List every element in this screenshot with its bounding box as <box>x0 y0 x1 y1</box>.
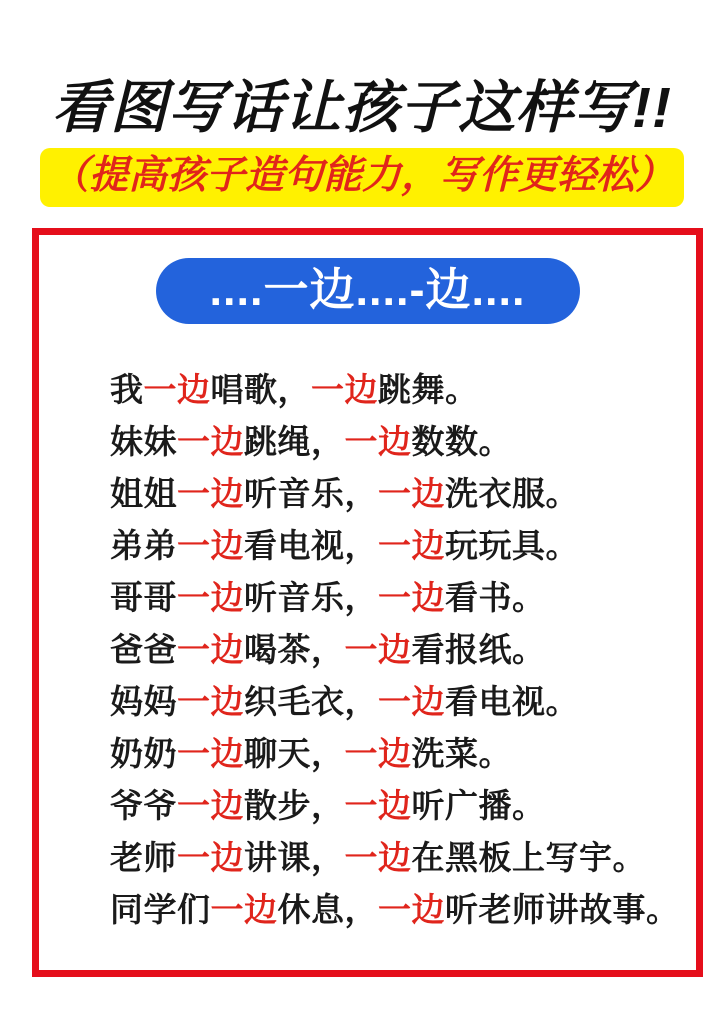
sentence-text: 看电视。 <box>445 683 579 721</box>
sentence-text: 听音乐， <box>244 579 378 617</box>
sentence-text: 听音乐， <box>244 475 378 513</box>
sentence-text: 奶奶 <box>110 735 177 773</box>
sentence-text: 讲课， <box>244 839 345 877</box>
page-title: 看图写话让孩子这样写!! <box>52 76 672 140</box>
pattern-word: 一边 <box>177 527 244 565</box>
sentence-text: 喝茶， <box>244 631 345 669</box>
content-box <box>32 228 703 977</box>
sentence-text: 同学们 <box>110 891 211 929</box>
sentence-text: 姐姐 <box>110 475 177 513</box>
pattern-word: 一边 <box>177 631 244 669</box>
sentence-row <box>110 364 686 416</box>
pattern-word: 一边 <box>177 735 244 773</box>
sentence-list <box>110 364 686 936</box>
pattern-word: 一边 <box>344 735 412 773</box>
sentence-text: 洗菜。 <box>411 735 512 773</box>
subtitle-highlight: （提高孩子造句能力，写作更轻松） <box>40 148 684 207</box>
sentence-text: 弟弟 <box>110 527 177 565</box>
sentence-text: 数数。 <box>411 423 512 461</box>
sentence-text: 跳绳， <box>244 423 345 461</box>
sentence-text: 散步， <box>244 787 345 825</box>
sentence-text: 看电视， <box>244 527 378 565</box>
pattern-word: 一边 <box>378 579 445 617</box>
pattern-word: 一边 <box>378 891 445 929</box>
sentence-text: 休息， <box>277 891 378 929</box>
sentence-text: 听老师讲故事。 <box>445 891 680 929</box>
sentence-text: 看报纸。 <box>411 631 546 669</box>
sentence-text: 聊天， <box>244 735 345 773</box>
sentence-text: 跳舞。 <box>378 371 479 409</box>
sentence-text: 在黑板上写宇。 <box>411 839 646 877</box>
sentence-text: 听广播。 <box>411 787 546 825</box>
sentence-text: 玩玩具。 <box>445 527 579 565</box>
pattern-word: 一边 <box>177 579 244 617</box>
sentence-text: 我 <box>110 371 144 409</box>
pattern-word: 一边 <box>143 371 211 409</box>
pattern-word: 一边 <box>210 891 278 929</box>
subtitle-container <box>0 148 724 207</box>
pattern-word: 一边 <box>378 683 445 721</box>
pattern-word: 一边 <box>177 423 244 461</box>
sentence-text: 洗衣服。 <box>445 475 579 513</box>
pattern-word: 一边 <box>344 631 412 669</box>
pattern-word: 一边 <box>177 839 244 877</box>
sentence-text: 织毛衣， <box>244 683 378 721</box>
pattern-word: 一边 <box>177 475 244 513</box>
sentence-text: 哥哥 <box>110 579 177 617</box>
pattern-word: 一边 <box>177 787 244 825</box>
sentence-row <box>110 832 686 884</box>
sentence-text: 爷爷 <box>110 787 177 825</box>
sentence-row <box>110 416 686 468</box>
sentence-text: 唱歌， <box>210 371 311 409</box>
sentence-text: 老师 <box>110 839 177 877</box>
sentence-row <box>110 520 686 572</box>
pattern-word: 一边 <box>344 787 412 825</box>
sentence-text: 妹妹 <box>110 423 177 461</box>
sentence-row <box>110 780 686 832</box>
sentence-row <box>110 468 686 520</box>
sentence-row <box>110 728 686 780</box>
sentence-text: 爸爸 <box>110 631 177 669</box>
pattern-word: 一边 <box>344 839 412 877</box>
pattern-word: 一边 <box>378 475 445 513</box>
sentence-text: 妈妈 <box>110 683 177 721</box>
sentence-row <box>110 572 686 624</box>
sentence-row <box>110 624 686 676</box>
sentence-row <box>110 676 686 728</box>
pattern-word: 一边 <box>177 683 244 721</box>
pattern-badge: ....一边....-边.... <box>156 258 580 324</box>
pattern-word: 一边 <box>378 527 445 565</box>
pattern-word: 一边 <box>344 423 412 461</box>
pattern-word: 一边 <box>311 371 378 409</box>
sentence-row <box>110 884 686 936</box>
sentence-text: 看书。 <box>445 579 546 617</box>
